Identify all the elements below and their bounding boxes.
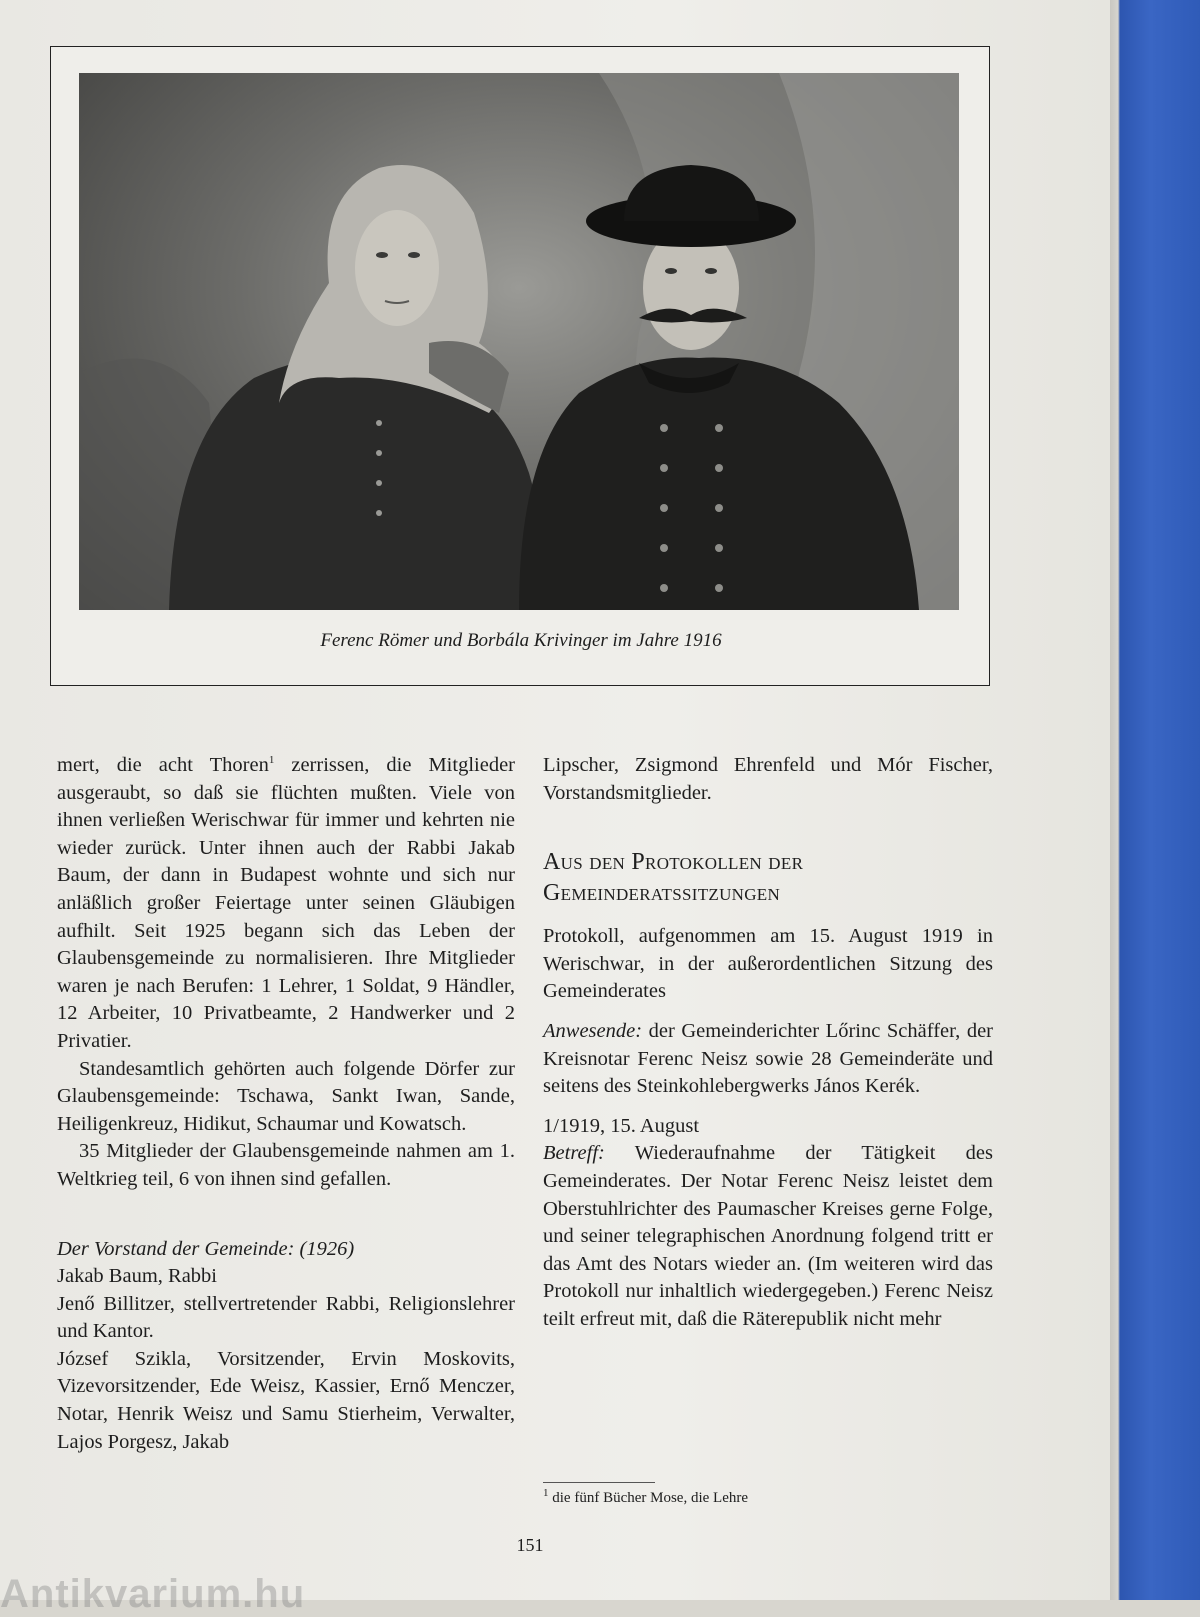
paragraph: Lipscher, Zsigmond Ehrenfeld und Mór Fischer, Vorstandsmitglieder. [543,754,993,804]
footnote-ref[interactable]: 1 [268,754,275,767]
paragraph: 35 Mitglieder der Glaubensgemeinde nahmen am 1. Weltkrieg teil, 6 von ihnen sind gefallen. [57,1140,515,1190]
protocol-date: 1/1919, 15. August [543,1114,700,1137]
portrait-illustration [79,73,959,610]
footnote-divider [543,1482,655,1483]
subject-label: Betreff: [543,1142,605,1165]
paragraph: Standesamtlich gehörten auch folgende Dörfer zur Glaubensgemeinde: Tschawa, Sankt Iwan, Sande, Heiligenkreuz, Hidikut, Schaumar und Kowatsch. [57,1057,515,1135]
footnote-marker: 1 [543,1487,549,1499]
footnote-text: die fünf Bücher Mose, die Lehre [548,1490,749,1506]
board-heading: Der Vorstand der Gemeinde: (1926) [57,1237,355,1260]
paragraph-text: zerrissen, die Mitglieder ausgeraubt, so daß sie flüchten mußten. Viele von ihnen verließen Werischwar für immer und kehrten nie wieder zurück. Unter ihnen auch der Rabbi Jakab Baum, der dann in Budapest wohnte und sich nur anläßlich großer Feiertage unter seinen Gläubigen aufhilt. Seit 1925 begann sich das Leben der Glaubensgemeinde zu normalisieren. Ihre Mitglieder waren je nach Berufen: 1 Lehrer, 1 Soldat, 9 Händler, 12 Arbeiter, 10 Privatbeamte, 2 Handwerker und 2 Privatier. [57,754,515,1052]
section-heading: Aus den Protokollen der Gemeinderatssitzungen [543,849,804,907]
page-number: 151 [516,1535,544,1555]
paragraph [57,752,515,1056]
historical-portrait-photo [79,73,959,610]
photo-frame [50,46,990,686]
protocol-intro: Protokoll, aufgenommen am 15. August 1919 in Werischwar, in der außerordentlichen Sitzung des Gemeinderates [543,925,993,1003]
right-text-column [543,752,993,1334]
board-member-entry: Jenő Billitzer, stellvertretender Rabbi, Religionslehrer und Kantor. [57,1292,515,1343]
footnote [543,1487,749,1507]
subject-paragraph [543,1140,993,1333]
attendees-label: Anwesende: [543,1019,643,1042]
photo-caption: Ferenc Römer und Borbála Krivinger im Jahre 1916 [320,630,722,651]
attendees-paragraph [543,1018,993,1101]
board-member-entry: Jakab Baum, Rabbi [57,1265,217,1288]
subject-text: Wiederaufnahme der Tätigkeit des Gemeinderates. Der Notar Ferenc Neisz leistet dem Oberstuhlrichter des Paumascher Kreises gerne Folge, und seiner telegraphischen Anordnung folgend tritt er das Amt des Notars wieder an. (Im weiteren wird das Protokoll nur inhaltlich wiedergegeben.) Ferenc Neisz teilt erfreut mit, daß die Räterepublik nicht mehr [543,1142,993,1330]
board-member-entry: József Szikla, Vorsitzender, Ervin Moskovits, Vizevorsitzender, Ede Weisz, Kassier, Ernő Menczer, Notar, Henrik Weisz und Samu Stierheim, Verwalter, Lajos Porgesz, Jakab [57,1347,515,1453]
attendees-text: der Gemeinderichter Lőrinc Schäffer, der Kreisnotar Ferenc Neisz sowie 28 Gemeinderäte und seitens des Steinkohlebergwerks János Kerék. [543,1019,993,1098]
paragraph-text-start: mert, die acht Thoren [57,754,269,776]
left-text-column [57,752,515,1456]
book-cover-edge [1110,0,1200,1600]
watermark: Antikvarium.hu [0,1572,306,1616]
